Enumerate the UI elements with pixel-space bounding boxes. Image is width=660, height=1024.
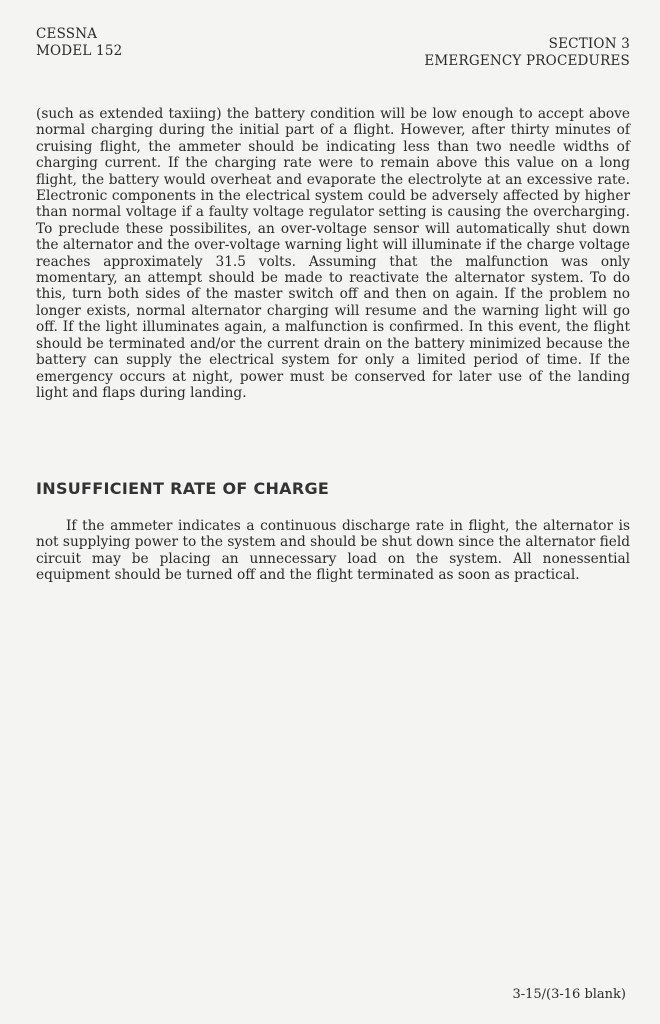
section-number: SECTION 3 [548, 36, 630, 52]
body-paragraph-1: (such as extended taxiing) the battery condition will be low enough to accept above normal charging during the initial part of a flight. However, after thirty minutes of cruising flight, the ammeter should be indicating less than two needle widths of charging current. If the charging rate were to remain above this value on a long flight, the battery would overheat and evaporate the electrolyte at an excessive rate. Electronic components in the electrical system could be adversely affected by higher than normal voltage if a faulty voltage regulator setting is causing the overcharging. To preclude these possibilites, an over-voltage sensor will automatically shut down the alternator and the over-voltage warning light will illuminate if the charge voltage reaches approximately 31.5 volts. Assuming that the malfunction was only momentary, an attempt should be made to reactivate the alternator system. To do this, turn both sides of the master switch off and then on again. If the problem no longer exists, normal alternator charging will resume and the warning light will go off. If the light illuminates again, a malfunction is confirmed. In this event, the flight should be terminated and/or the current drain on the battery minimized because the battery can supply the electrical system for only a limited period of time. If the emergency occurs at night, power must be conserved for later use of the landing light and flaps during landing. [36, 106, 630, 401]
manufacturer-label: CESSNA [36, 26, 98, 42]
body-paragraph-2: If the ammeter indicates a continuous discharge rate in flight, the alternator is not supplying power to the system and should be shut down since the alternator field circuit may be placing an unnecessary load on the system. All nonessential equipment should be turned off and the flight terminated as soon as practical. [36, 518, 630, 584]
page-number: 3-15/(3-16 blank) [512, 987, 626, 1002]
section-title: EMERGENCY PROCEDURES [424, 53, 630, 69]
header-right [424, 36, 630, 70]
header-left [36, 26, 122, 60]
model-label: MODEL 152 [36, 43, 123, 59]
section-heading: INSUFFICIENT RATE OF CHARGE [36, 479, 330, 498]
